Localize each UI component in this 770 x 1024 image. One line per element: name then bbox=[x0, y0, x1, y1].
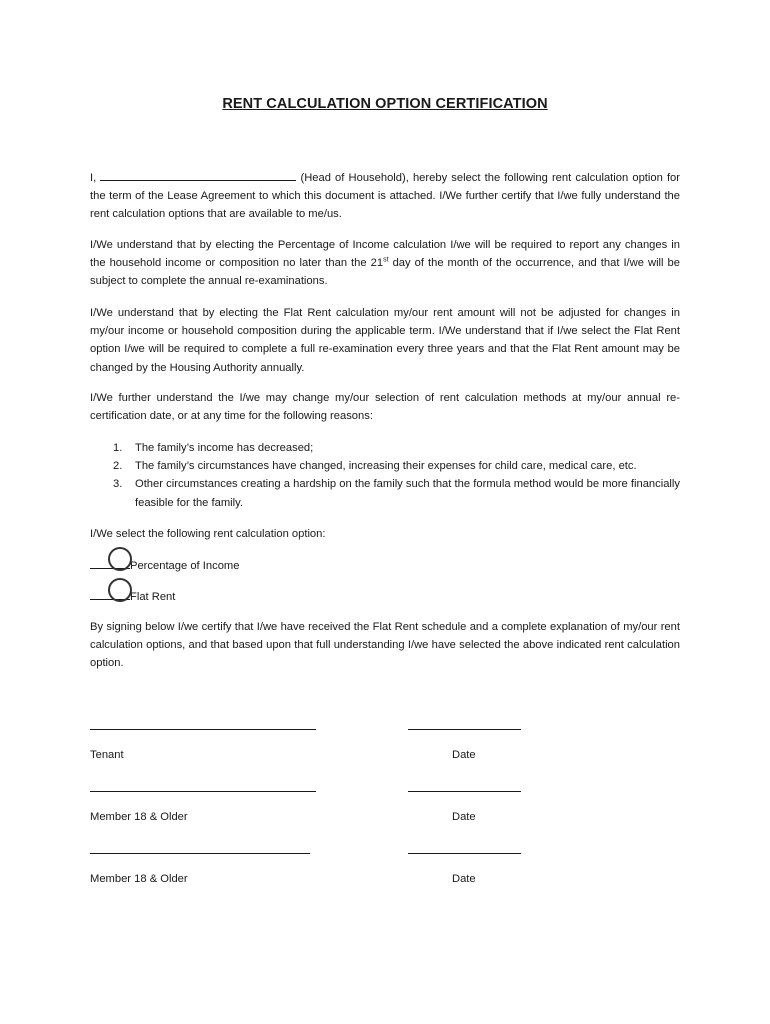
member-label: Member 18 & Older bbox=[90, 873, 188, 885]
date-label: Date bbox=[452, 749, 476, 761]
document-title: RENT CALCULATION OPTION CERTIFICATION bbox=[222, 96, 548, 112]
option-label: Percentage of Income bbox=[130, 560, 240, 572]
intro-paragraph bbox=[90, 169, 680, 224]
tenant-signature-line[interactable] bbox=[90, 729, 316, 730]
list-item-number: 2. bbox=[113, 460, 123, 473]
list-item-text: The family’s circumstances have changed, increasing their expenses for child care, medical care, etc. bbox=[135, 460, 637, 473]
tenant-date-line[interactable] bbox=[408, 729, 521, 730]
date-label: Date bbox=[452, 811, 476, 823]
list-item-number: 3. bbox=[113, 478, 123, 491]
list-item bbox=[113, 439, 680, 457]
member-date-line[interactable] bbox=[408, 791, 521, 792]
option-percentage-of-income[interactable] bbox=[90, 557, 239, 574]
flat-rent-paragraph: I/We understand that by electing the Flat Rent calculation my/our rent amount will not be adjusted for changes in my/our income or household composition during the applicable term. I/We understand that if I/we select the Flat Rent option I/we will be required to complete a full re-examination every three years and that the Flat Rent amount may be changed by the Housing Authority annually. bbox=[90, 307, 680, 374]
ordinal-suffix: st bbox=[383, 256, 389, 264]
member-signature-line[interactable] bbox=[90, 853, 310, 854]
percentage-text-end: day of the month of the occurrence, and that I/we will be subject to complete the annual re-examinations. bbox=[90, 257, 680, 288]
date-label: Date bbox=[452, 873, 476, 885]
head-of-household-name-field[interactable] bbox=[100, 169, 296, 181]
percentage-income-paragraph bbox=[90, 236, 680, 291]
member-date-line[interactable] bbox=[408, 853, 521, 854]
change-selection-paragraph: I/We further understand the I/we may change my/our selection of rent calculation methods at my/our annual re-certification date, or at any time for the following reasons: bbox=[90, 392, 680, 423]
list-item bbox=[113, 457, 680, 475]
select-prompt: I/We select the following rent calculation option: bbox=[90, 528, 326, 540]
option-label: Flat Rent bbox=[130, 591, 176, 603]
reasons-list bbox=[113, 439, 680, 512]
member-label: Member 18 & Older bbox=[90, 811, 188, 823]
radio-circle-icon[interactable] bbox=[108, 578, 132, 602]
closing-paragraph: By signing below I/we certify that I/we have received the Flat Rent schedule and a complete explanation of my/our rent calculation options, and that based upon that full understanding I/we have selected the above indicated rent calculation option. bbox=[90, 621, 680, 670]
list-item bbox=[113, 475, 680, 511]
radio-circle-icon[interactable] bbox=[108, 547, 132, 571]
list-item-text: Other circumstances creating a hardship on the family such that the formula method would be more financially feasible for the family. bbox=[135, 478, 680, 509]
list-item-text: The family’s income has decreased; bbox=[135, 442, 314, 454]
intro-prefix: I, bbox=[90, 172, 97, 184]
tenant-label: Tenant bbox=[90, 749, 124, 761]
percentage-text-start: I/We understand that by electing the Percentage of Income calculation I/we will be required to report any changes in the household income or composition no later than the 21 bbox=[90, 239, 680, 270]
option-flat-rent[interactable] bbox=[90, 588, 175, 605]
member-signature-line[interactable] bbox=[90, 791, 316, 792]
list-item-number: 1. bbox=[113, 442, 123, 454]
intro-text: (Head of Household), hereby select the following rent calculation option for the term of the Lease Agreement to which this document is attached. I/We further certify that I/we fully understand the rent calculation options that are available to me/us. bbox=[90, 172, 680, 221]
